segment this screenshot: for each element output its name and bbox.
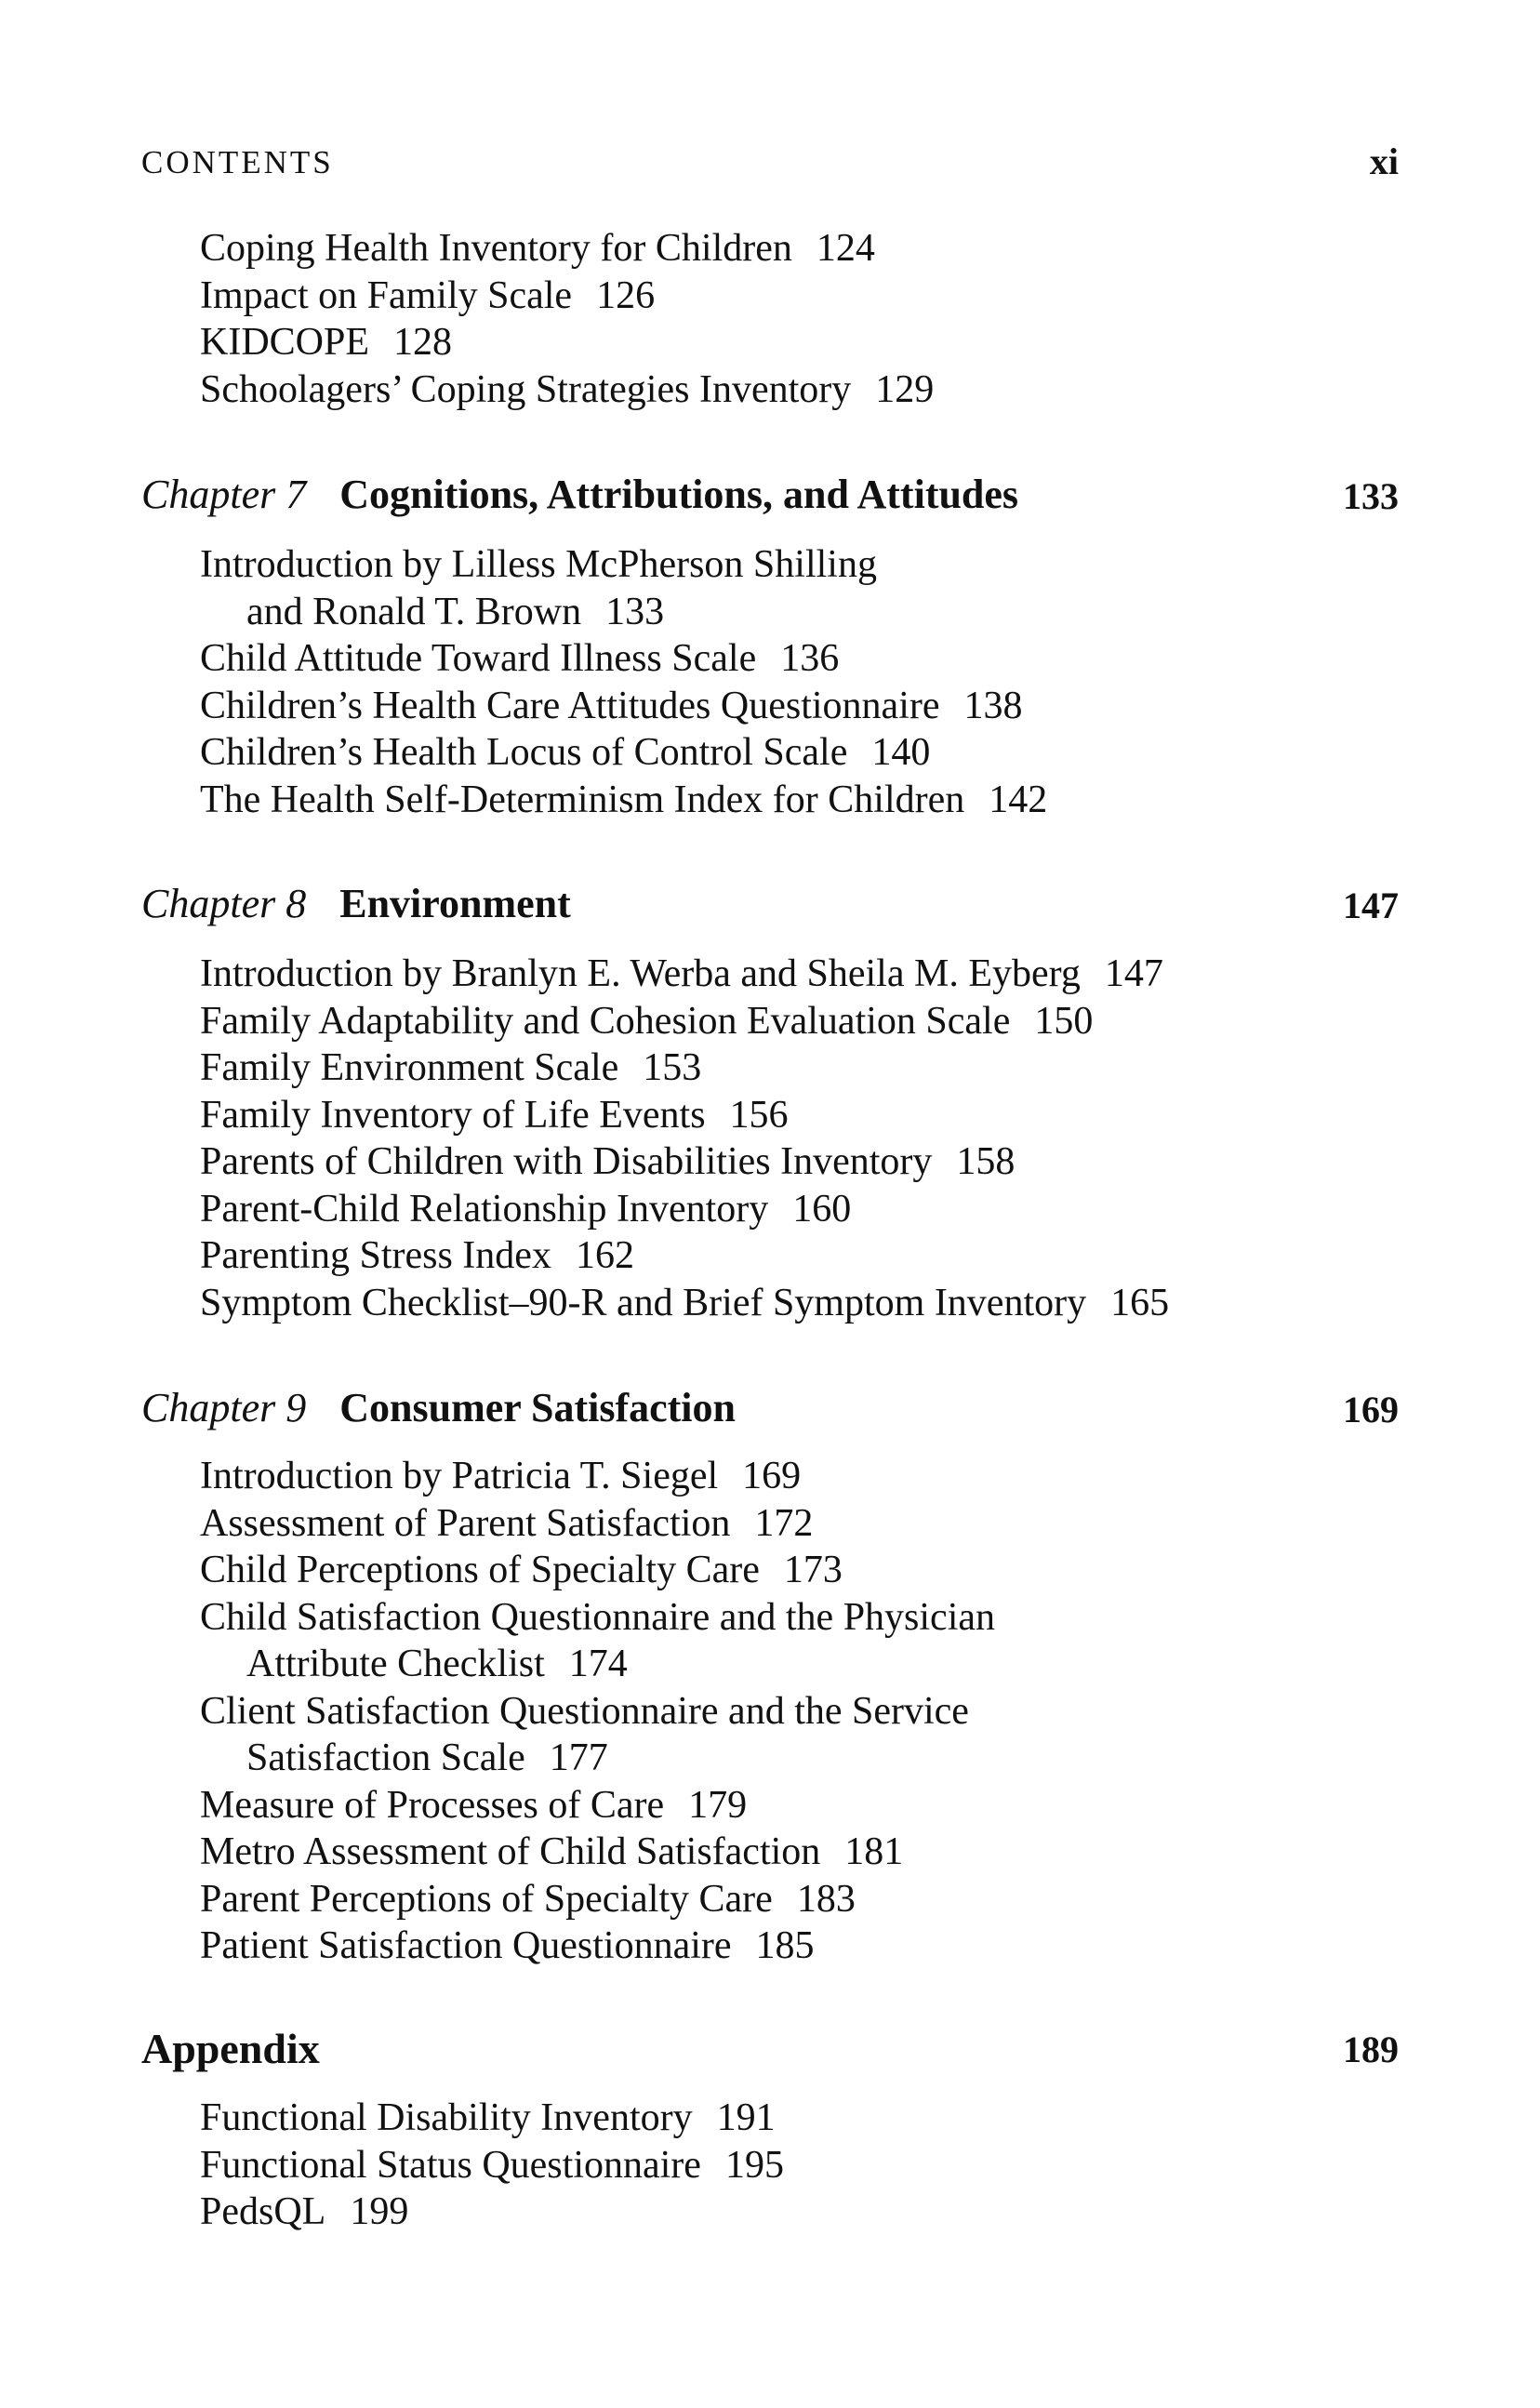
chapter-page: 169 <box>1343 1389 1399 1430</box>
entry-page: 147 <box>1104 952 1163 995</box>
appendix-page: 189 <box>1343 2029 1399 2070</box>
entry-title: Measure of Processes of Care <box>200 1783 665 1827</box>
toc-entry <box>200 998 1169 1045</box>
entry-page: 177 <box>549 1736 608 1779</box>
entry-page: 183 <box>796 1877 856 1921</box>
entry-title: Child Satisfaction Questionnaire and the Physician <box>200 1595 996 1639</box>
entry-title: Child Perceptions of Specialty Care <box>200 1549 760 1591</box>
entry-page: 185 <box>755 1924 815 1967</box>
toc-entry <box>200 1594 995 1642</box>
entry-list <box>200 1453 995 1970</box>
entry-title: Introduction by Lilless McPherson Shilling <box>200 543 877 586</box>
toc-entry <box>200 1829 995 1876</box>
toc-entry <box>200 225 934 273</box>
entry-page: 199 <box>350 2190 409 2233</box>
toc-entry <box>200 319 934 366</box>
toc-entry <box>200 683 1047 730</box>
toc-entry <box>200 541 1047 589</box>
entry-title: Client Satisfaction Questionnaire and the Service <box>200 1689 969 1733</box>
entry-page: 128 <box>393 321 453 364</box>
toc-entry <box>200 729 1047 777</box>
toc-entry <box>200 1922 995 1970</box>
entry-page: 124 <box>816 227 875 270</box>
chapter-label: Chapter 7 <box>141 472 307 517</box>
toc-entry-continuation <box>200 1735 995 1782</box>
entry-page: 174 <box>568 1643 628 1685</box>
toc-entry <box>200 1138 1169 1186</box>
toc-entry <box>200 1186 1169 1233</box>
entry-page: 172 <box>754 1501 814 1545</box>
entry-list <box>200 541 1047 823</box>
entry-title: Parent Perceptions of Specialty Care <box>200 1877 773 1921</box>
entry-page: 142 <box>989 778 1048 821</box>
entry-page: 150 <box>1034 999 1094 1043</box>
entry-page: 169 <box>742 1455 802 1497</box>
entry-page: 140 <box>871 731 931 774</box>
toc-entry-continuation <box>200 589 1047 636</box>
entry-title: PedsQL <box>200 2190 326 2233</box>
entry-title: Children’s Health Care Attitudes Questionnaire <box>200 684 940 727</box>
page-number: xi <box>1369 140 1399 182</box>
toc-entry <box>200 2095 784 2142</box>
entry-title: Patient Satisfaction Questionnaire <box>200 1924 732 1967</box>
entry-page: 181 <box>844 1830 904 1873</box>
entry-title-continuation: Satisfaction Scale <box>246 1736 525 1779</box>
entry-title: Functional Disability Inventory <box>200 2096 693 2139</box>
chapter-title: Environment <box>339 881 571 926</box>
toc-entry <box>200 1688 995 1736</box>
entry-title: Parent-Child Relationship Inventory <box>200 1187 769 1231</box>
toc-entry <box>200 2188 784 2236</box>
entry-page: 133 <box>605 590 665 633</box>
toc-entry <box>200 1044 1169 1092</box>
entry-title: Introduction by Patricia T. Siegel <box>200 1455 719 1497</box>
toc-entry <box>200 273 934 320</box>
chapter-heading <box>141 1384 1399 1436</box>
toc-entry <box>200 777 1047 824</box>
entry-page: 173 <box>783 1549 843 1591</box>
chapter-label: Chapter 8 <box>141 881 307 926</box>
entry-page: 153 <box>643 1046 702 1089</box>
entry-title-continuation: Attribute Checklist <box>246 1643 545 1685</box>
entry-title: Parents of Children with Disabilities Inventory <box>200 1140 933 1183</box>
entry-page: 156 <box>729 1093 789 1137</box>
toc-entry <box>200 1280 1169 1327</box>
entry-title: The Health Self-Determinism Index for Children <box>200 778 965 821</box>
appendix-title: Appendix <box>141 2025 320 2072</box>
chapter-title: Consumer Satisfaction <box>339 1385 736 1430</box>
chapter-label: Chapter 9 <box>141 1385 307 1430</box>
toc-entry <box>200 1547 995 1594</box>
entry-page: 138 <box>963 684 1023 727</box>
chapter-page: 133 <box>1343 475 1399 517</box>
entry-list <box>200 951 1169 1326</box>
entry-list <box>200 225 934 413</box>
entry-title: Symptom Checklist–90-R and Brief Symptom Inventory <box>200 1281 1087 1324</box>
entry-title: Impact on Family Scale <box>200 273 573 317</box>
entry-title-continuation: and Ronald T. Brown <box>246 590 582 633</box>
toc-entry <box>200 1876 995 1923</box>
toc-entry <box>200 1782 995 1829</box>
entry-title: Schoolagers’ Coping Strategies Inventory <box>200 367 852 411</box>
entry-title: Family Adaptability and Cohesion Evaluation Scale <box>200 999 1011 1043</box>
entry-title: Parenting Stress Index <box>200 1234 551 1277</box>
toc-entry <box>200 366 934 414</box>
toc-entry <box>200 635 1047 683</box>
chapter-heading <box>141 880 1399 932</box>
entry-page: 165 <box>1110 1281 1170 1324</box>
toc-entry <box>200 2142 784 2189</box>
appendix-heading <box>141 2024 1399 2076</box>
entry-page: 158 <box>956 1140 1016 1183</box>
entry-page: 160 <box>792 1187 852 1231</box>
running-head: CONTENTS <box>141 144 334 180</box>
entry-title: KIDCOPE <box>200 321 370 364</box>
entry-page: 179 <box>688 1783 748 1827</box>
toc-entry-continuation <box>200 1641 995 1688</box>
entry-page: 126 <box>596 273 656 317</box>
toc-entry <box>200 951 1169 998</box>
entry-title: Coping Health Inventory for Children <box>200 227 792 270</box>
entry-title: Family Inventory of Life Events <box>200 1093 706 1137</box>
chapter-heading <box>141 471 1399 523</box>
entry-page: 162 <box>575 1234 634 1277</box>
entry-title: Child Attitude Toward Illness Scale <box>200 637 757 680</box>
toc-entry <box>200 1500 995 1548</box>
entry-title: Functional Status Questionnaire <box>200 2143 701 2187</box>
entry-title: Assessment of Parent Satisfaction <box>200 1501 731 1545</box>
entry-list <box>200 2095 784 2236</box>
toc-entry <box>200 1232 1169 1280</box>
entry-title: Family Environment Scale <box>200 1046 619 1089</box>
entry-page: 191 <box>716 2096 776 2139</box>
entry-page: 195 <box>724 2143 784 2187</box>
toc-entry <box>200 1092 1169 1139</box>
entry-title: Children’s Health Locus of Control Scale <box>200 731 848 774</box>
entry-title: Introduction by Branlyn E. Werba and Sheila M. Eyberg <box>200 952 1081 995</box>
toc-entry <box>200 1453 995 1500</box>
entry-page: 129 <box>875 367 935 411</box>
entry-page: 136 <box>780 637 840 680</box>
chapter-title: Cognitions, Attributions, and Attitudes <box>339 472 1019 517</box>
chapter-page: 147 <box>1343 885 1399 926</box>
entry-title: Metro Assessment of Child Satisfaction <box>200 1830 821 1873</box>
